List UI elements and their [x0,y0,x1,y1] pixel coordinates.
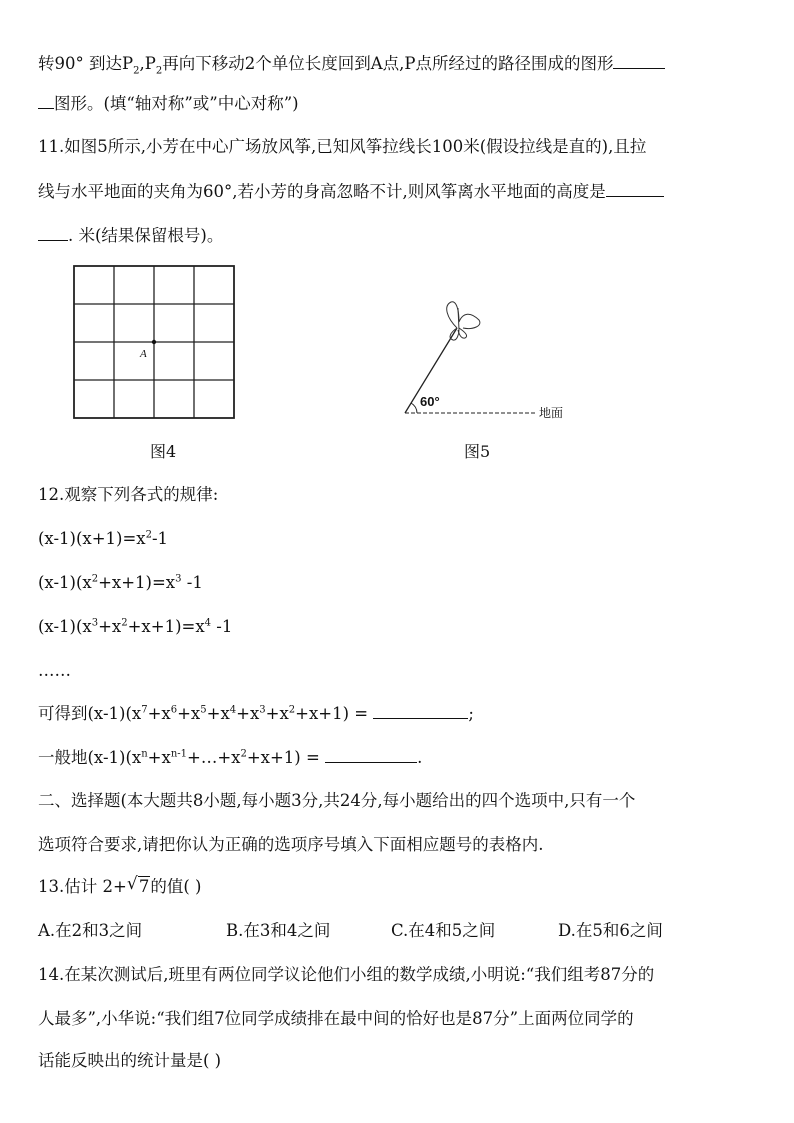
q12-general: 一般地$(x-1)(x^n+x^{n-1}+\dots+x^2+x+1)$ = . [38,748,423,767]
q12-result-exp2: 2 [288,704,296,716]
q11-line-3 [38,224,764,247]
q12-eq-3-d: -1 [211,617,233,636]
q10-line-1 [38,52,764,75]
q13-option-b[interactable]: B.在3和4之间 [226,921,331,940]
q12-eq-2-b: +x+1)=x [98,573,176,592]
q12-eq-2 [38,572,764,594]
q12-eq-1-b: -1 [151,529,169,548]
q10-instruction: 图形。(填“轴对称”或”中心对称”) [54,94,299,113]
q12-general-exp-n1: n-1 [170,748,187,760]
q12-eq-1-exp: 2 [145,529,152,541]
q12-general-mid: +…+x [187,748,241,767]
q11-answer-blank[interactable] [606,180,664,197]
ground-label: 地面 [539,406,564,420]
q10-sub-a: 2 [133,65,140,77]
q12-result-exp5: 5 [200,704,207,716]
q13-sqrt: √ 7 [126,874,150,896]
q12-general-end: +x+1) = [246,748,326,767]
q12-result-exp7: 7 [141,704,148,716]
q12-result-end: +x+1) = [295,704,374,723]
q11-unit-text: . 米(结果保留根号)。 [68,226,224,245]
q12-general-prefix: 一般地(x-1)(x [38,748,142,767]
q11-text: 线与水平地面的夹角为60°,若小芳的身高忽略不计,则风筝离水平地面的高度是 [38,182,606,201]
q10-sub-b: 2 [155,65,163,77]
q12-eq-2-exp1: 2 [91,573,99,585]
figure-4-grid [70,262,240,422]
q12-result-answer-blank[interactable] [373,702,468,719]
q12-eq-3-exp3: 4 [204,617,212,629]
q11-line-2 [38,180,764,203]
q12-result-semicolon: ; [468,704,474,723]
q10-text-c: 再向下移动2个单位长度回到A点,P点所经过的路径围成的图形 [162,54,614,73]
q13-option-a[interactable]: A.在2和3之间 [38,921,143,940]
q14-line-2: 人最多”,小华说:“我们组7位同学成绩排在最中间的恰好也是87分”上面两位同学的 [38,1009,634,1028]
figure-5-kite [395,298,585,428]
q13-suffix: 的值( ) [150,877,202,896]
q14-line-3: 话能反映出的统计量是( ) [38,1051,222,1070]
q12-eq-2-c: -1 [181,573,203,592]
q12-result-prefix: 可得到(x-1)(x [38,704,142,723]
q12-eq-3-b: +x [98,617,122,636]
q14-line-1: 14.在某次测试后,班里有两位同学议论他们小组的数学成绩,小明说:“我们组考87分的 [38,965,655,984]
q10-text-a: 转90° 到达P [38,54,134,73]
q12-general-exp2: 2 [240,748,247,760]
section-2-line-1: 二、选择题(本大题共8小题,每小题3分,共24分,每小题给出的四个选项中,只有一个 [38,791,636,810]
q12-eq-3-exp2: 2 [121,617,128,629]
point-a-marker [152,340,156,344]
angle-arc [411,403,417,413]
section-2-line-2: 选项符合要求,请把你认为正确的选项序号填入下面相应题号的表格内. [38,835,544,854]
q12-general-answer-blank[interactable] [325,746,417,763]
q12-eq-2-a: (x-1)(x [38,573,92,592]
q12-title: 12.观察下列各式的规律: [38,485,219,504]
q12-general-period: . [417,748,423,767]
q10-line-2 [38,92,764,115]
q12-result-exp3: 3 [259,704,266,716]
q10-text-b: ,P [139,54,156,73]
q13-option-d[interactable]: D.在5和6之间 [558,921,663,940]
q12-eq-3-c: +x+1)=x [127,617,205,636]
q12-general-exp-n: n [141,748,148,760]
q10-answer-blank-cont[interactable] [38,92,54,109]
q12-eq-2-exp2: 3 [175,573,182,585]
q13-radicand: 7 [138,877,150,896]
q12-eq-1 [38,528,764,550]
kite-butterfly-icon [447,302,480,340]
q11-line-1: 11.如图5所示,小芳在中心广场放风筝,已知风筝拉线长100米(假设拉线是直的),且拉 [38,137,647,156]
q11-answer-blank-cont[interactable] [38,224,68,241]
angle-label: 60° [420,394,440,409]
q13-stem [38,876,764,898]
q12-dots: …… [38,661,71,680]
q13-option-c[interactable]: C.在4和5之间 [391,921,496,940]
q12-result: 可得到$(x-1)(x^7+x^6+x^5+x^4+x^3+x^2+x+1)$ = ; [38,704,474,723]
q10-answer-blank[interactable] [613,52,665,69]
q12-eq-3-exp1: 3 [91,617,99,629]
q12-eq-3-a: (x-1)(x [38,617,92,636]
q12-result-exp6: 6 [170,704,178,716]
q12-eq-3 [38,616,764,638]
q12-eq-1-a: (x-1)(x+1)=x [38,529,146,548]
q13-prefix: 13.估计 2+ [38,877,127,896]
figure-5-caption: 图5 [464,442,491,461]
figure-4-caption: 图4 [150,442,177,461]
point-a-label: A [140,348,147,360]
q12-result-exp4: 4 [229,704,237,716]
